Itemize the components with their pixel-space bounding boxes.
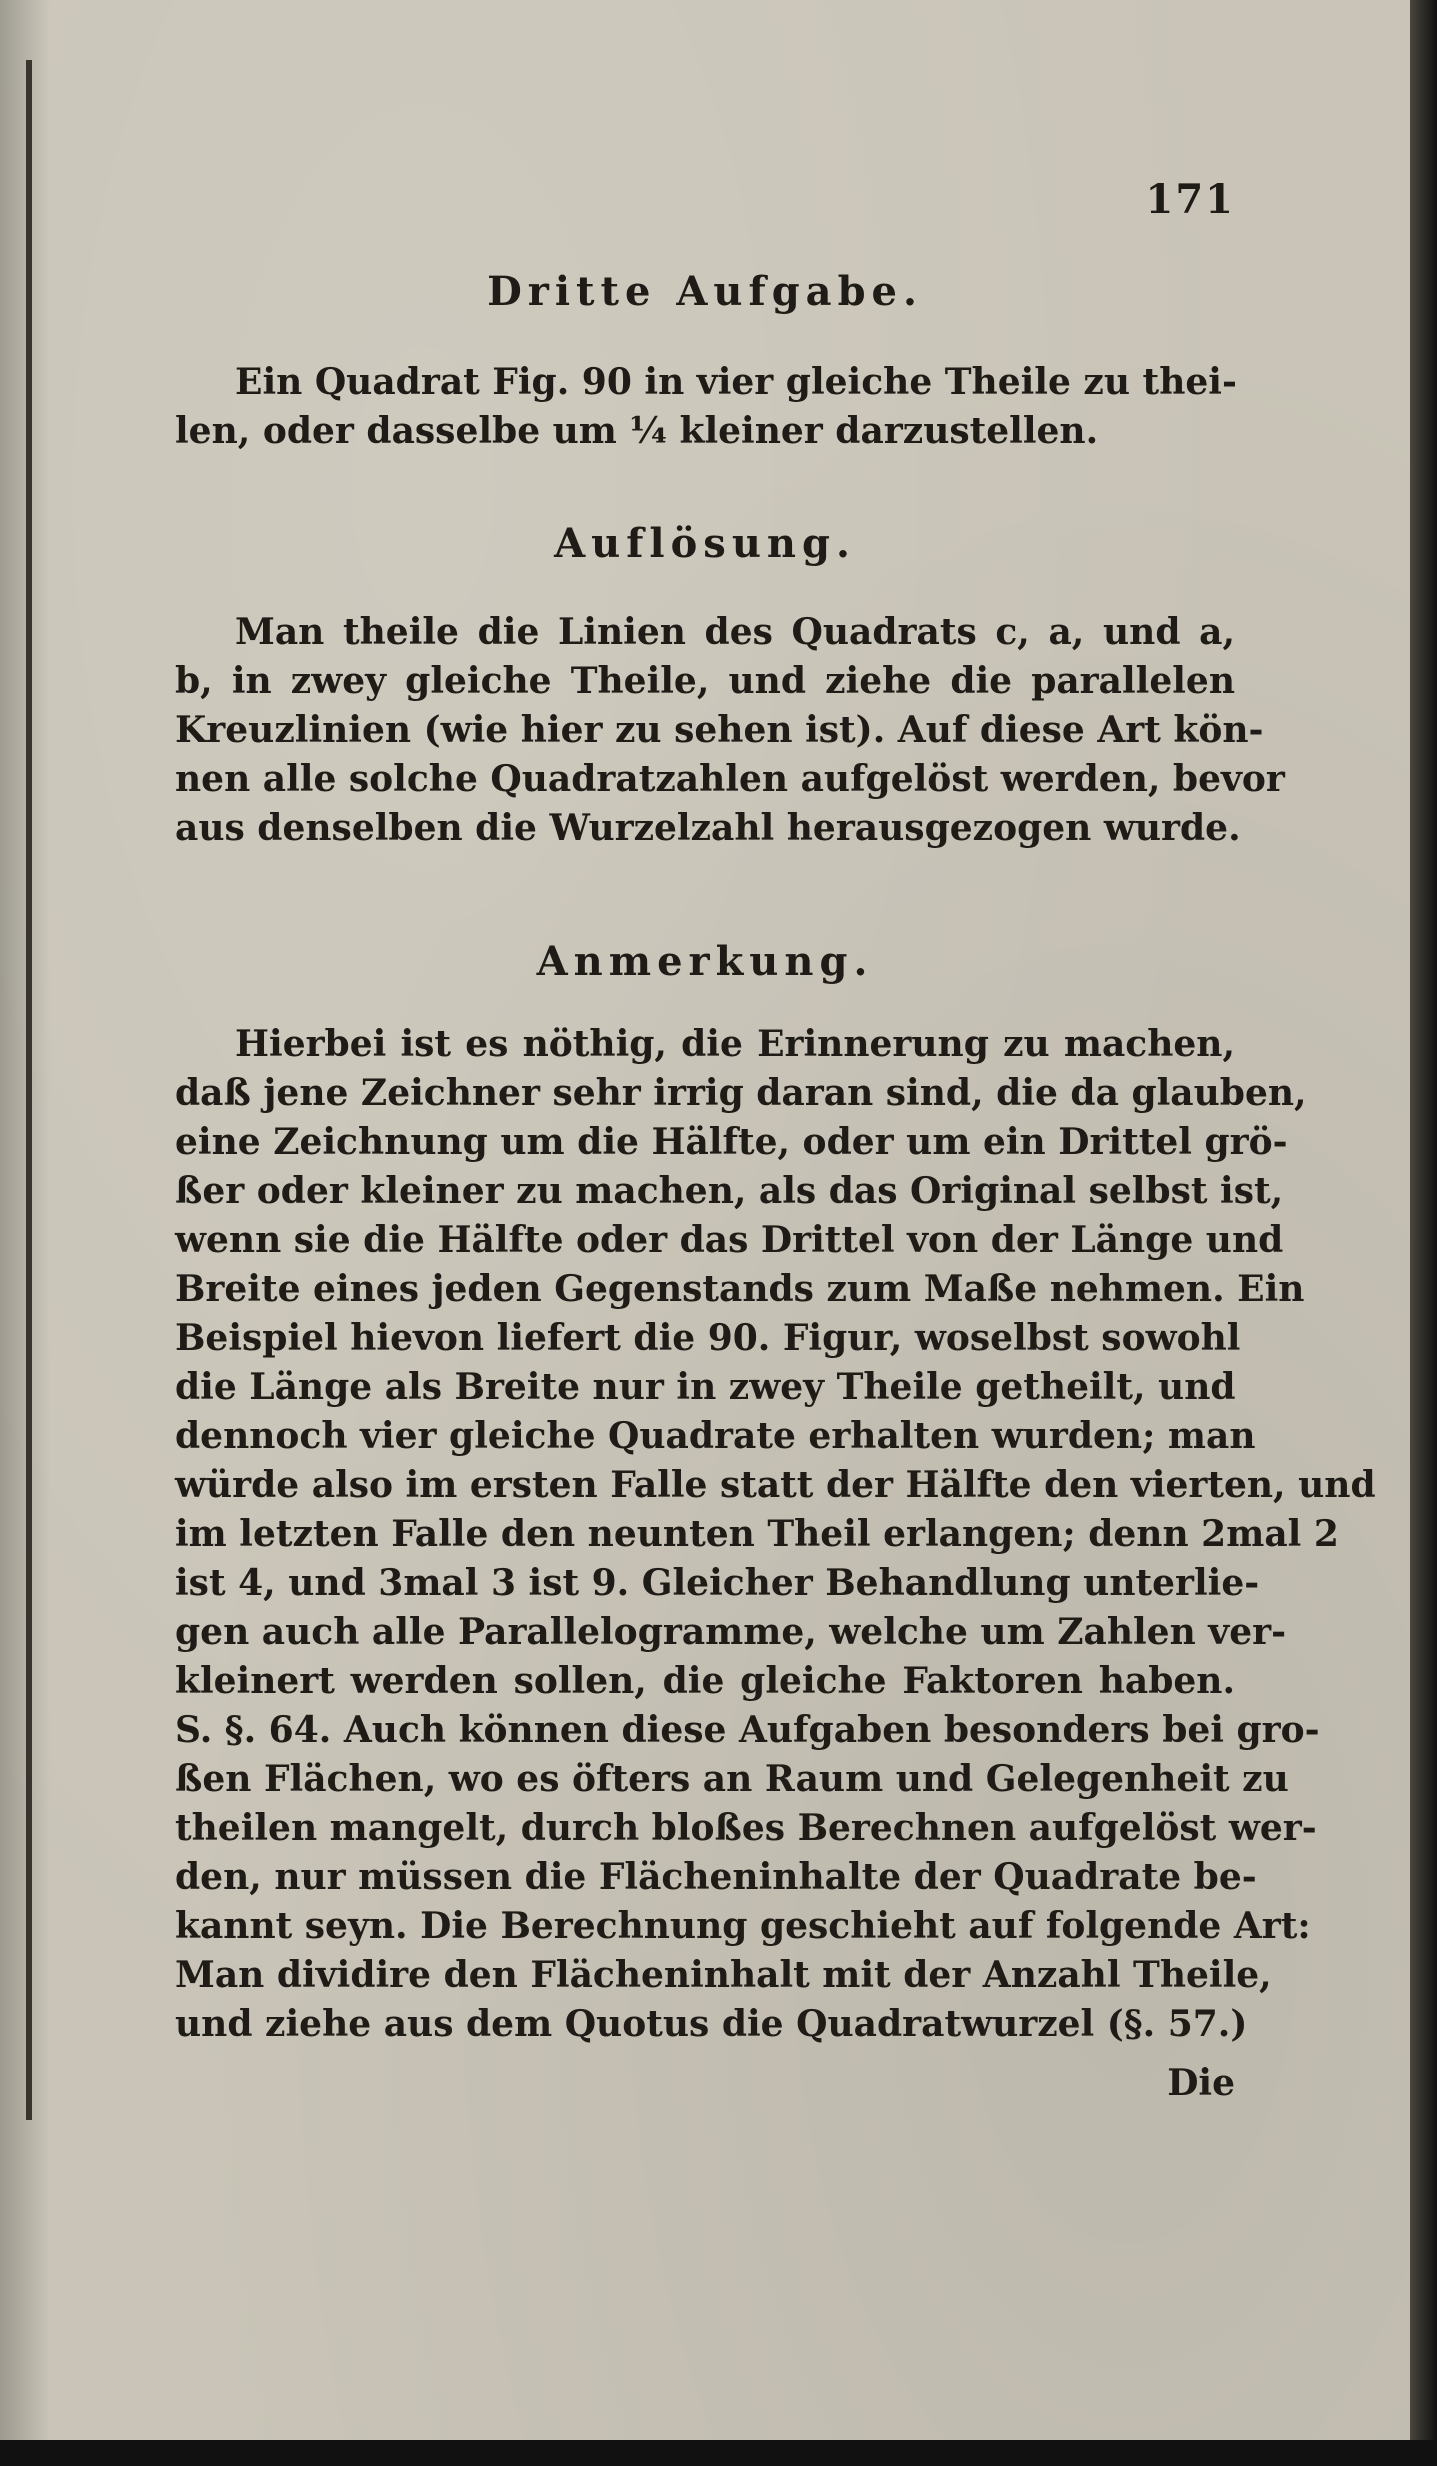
- text-line: eine Zeichnung um die Hälfte, oder um ein Drittel grö-: [175, 1121, 1288, 1163]
- note-heading: Anmerkung.: [536, 938, 874, 985]
- text-line: kleinert werden sollen, die gleiche Faktoren haben.: [175, 1660, 1235, 1702]
- text-line: Breite eines jeden Gegenstands zum Maße nehmen. Ein: [175, 1268, 1305, 1310]
- text-line: kannt seyn. Die Berechnung geschieht auf folgende Art:: [175, 1905, 1311, 1947]
- text-line: ßer oder kleiner zu machen, als das Original selbst ist,: [175, 1170, 1284, 1212]
- text-line: die Länge als Breite nur in zwey Theile getheilt, und: [175, 1366, 1236, 1408]
- note-paragraph: [175, 1020, 1376, 2049]
- text-line: dennoch vier gleiche Quadrate erhalten wurden; man: [175, 1415, 1256, 1457]
- solution-paragraph: [175, 608, 1285, 853]
- solution-heading: Auflösung.: [554, 520, 856, 567]
- book-edge-bottom: [0, 2440, 1437, 2466]
- text-line: daß jene Zeichner sehr irrig daran sind, die da glauben,: [175, 1072, 1307, 1114]
- binding-line: [26, 60, 32, 2120]
- task-paragraph: [175, 358, 1235, 456]
- text-line: gen auch alle Parallelogramme, welche um Zahlen ver-: [175, 1611, 1287, 1653]
- text-line: Beispiel hievon liefert die 90. Figur, woselbst sowohl: [175, 1317, 1241, 1359]
- page-number: 171: [1145, 176, 1235, 223]
- spine-shadow: [0, 0, 50, 2440]
- text-line: Hierbei ist es nöthig, die Erinnerung zu machen,: [235, 1023, 1235, 1065]
- text-line: und ziehe aus dem Quotus die Quadratwurzel (§. 57.): [175, 2003, 1248, 2045]
- text-line: würde also im ersten Falle statt der Hälfte den vierten, und: [175, 1464, 1376, 1506]
- text-line: Ein Quadrat Fig. 90 in vier gleiche Theile zu thei-: [235, 361, 1237, 403]
- text-line: Man theile die Linien des Quadrats c, a, und a,: [235, 611, 1235, 653]
- text-line: len, oder dasselbe um ¼ kleiner darzustellen.: [175, 410, 1099, 452]
- text-line: ßen Flächen, wo es öfters an Raum und Gelegenheit zu: [175, 1758, 1289, 1800]
- task-heading: Dritte Aufgabe.: [487, 268, 923, 315]
- text-line: wenn sie die Hälfte oder das Drittel von der Länge und: [175, 1219, 1284, 1261]
- text-line: nen alle solche Quadratzahlen aufgelöst werden, bevor: [175, 758, 1285, 800]
- text-line: ist 4, und 3mal 3 ist 9. Gleicher Behandlung unterlie-: [175, 1562, 1260, 1604]
- text-line: theilen mangelt, durch bloßes Berechnen aufgelöst wer-: [175, 1807, 1317, 1849]
- text-line: den, nur müssen die Flächeninhalte der Quadrate be-: [175, 1856, 1257, 1898]
- catchword: Die: [1167, 2062, 1235, 2104]
- text-line: im letzten Falle den neunten Theil erlangen; denn 2mal 2: [175, 1513, 1339, 1555]
- book-edge-right: [1410, 0, 1437, 2466]
- text-line: b, in zwey gleiche Theile, und ziehe die parallelen: [175, 660, 1235, 702]
- text-line: S. §. 64. Auch können diese Aufgaben besonders bei gro-: [175, 1709, 1320, 1751]
- text-line: Man dividire den Flächeninhalt mit der Anzahl Theile,: [175, 1954, 1272, 1996]
- text-line: Kreuzlinien (wie hier zu sehen ist). Auf diese Art kön-: [175, 709, 1264, 751]
- text-line: aus denselben die Wurzelzahl herausgezogen wurde.: [175, 807, 1241, 849]
